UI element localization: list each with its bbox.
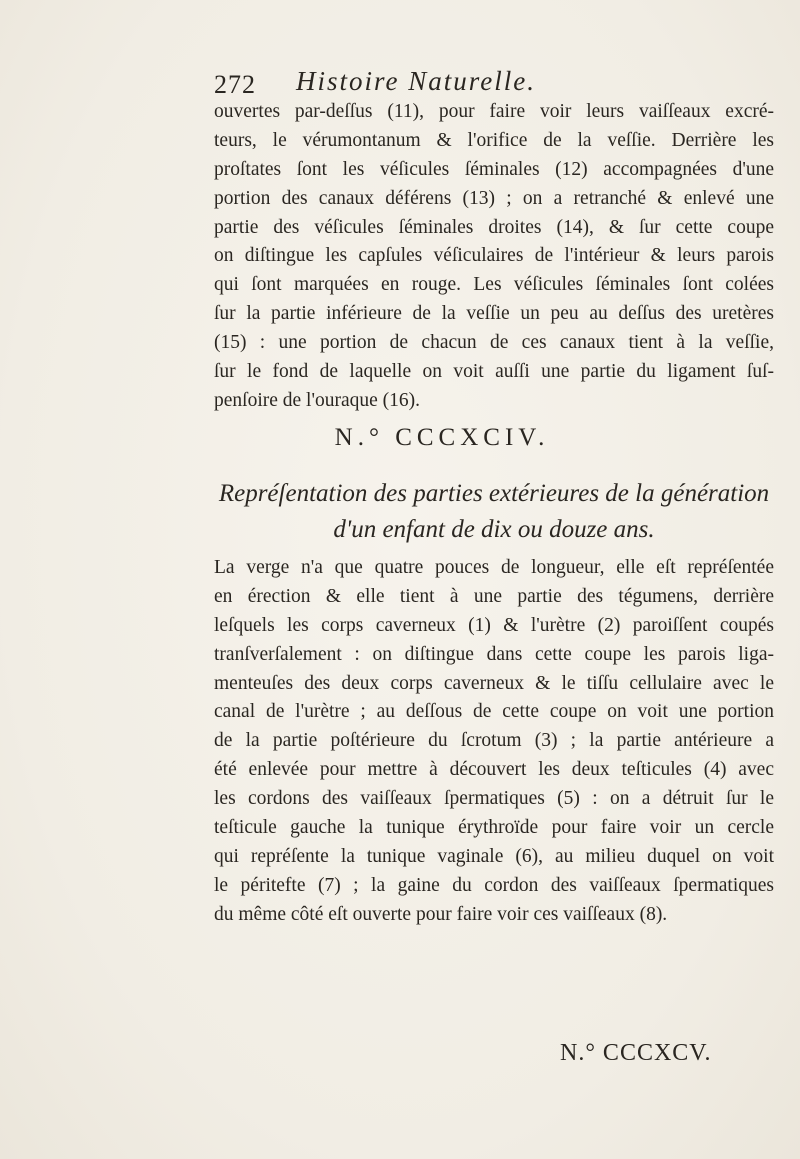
page-header	[214, 66, 634, 102]
page-number: 272	[214, 70, 256, 99]
text-line: ſur la partie inférieure de la veſſie un peu au deſſus des uretères	[214, 303, 774, 325]
text-line: menteuſes des deux corps caverneux & le tiſſu cellulaire avec le	[214, 672, 774, 694]
text-line: qui ſont marquées en rouge. Les véſicules ſéminales ſont colées	[214, 274, 774, 296]
section-heading-line-2: d'un enfant de dix ou douze ans.	[333, 516, 655, 543]
text-line: ouvertes par-deſſus (11), pour faire voir leurs vaiſſeaux excré-	[214, 101, 774, 122]
text-line: partie des véſicules ſéminales droites (14), & ſur cette coupe	[214, 216, 774, 238]
text-line: du même côté eſt ouverte pour faire voir ces vaiſſeaux (8).	[214, 903, 668, 925]
text-line: ſur le fond de laquelle on voit auſſi une partie du ligament ſuſ-	[214, 361, 774, 383]
text-line: on diſtingue les capſules véſiculaires de l'intérieur & leurs parois	[214, 245, 774, 267]
text-line: penſoire de l'ouraque (16).	[214, 389, 421, 411]
text-line: leſquels les corps caverneux (1) & l'urètre (2) paroiſſent coupés	[214, 614, 774, 636]
text-line: portion des canaux déférens (13) ; on a retranché & enlevé une	[214, 187, 774, 209]
running-title: Histoire Naturelle.	[296, 66, 536, 96]
text-line: tranſverſalement : on diſtingue dans cette coupe les parois liga-	[214, 643, 774, 665]
text-line: été enlevée pour mettre à découvert les deux teſticules (4) avec	[214, 759, 774, 781]
catchword-plate-number: N.° CCCXCV.	[560, 1040, 712, 1066]
text-line: canal de l'urètre ; au deſſous de cette coupe on voit une portion	[214, 701, 774, 723]
text-line: en érection & elle tient à une partie des tégumens, derrière	[214, 585, 774, 607]
plate-number-heading: N.° CCCXCIV.	[334, 424, 550, 451]
paragraph-1	[214, 98, 774, 416]
text-line: les cordons des vaiſſeaux ſpermatiques (5) : on a détruit ſur le	[214, 788, 774, 810]
text-line: teurs, le vérumontanum & l'orifice de la veſſie. Derrière les	[214, 129, 774, 151]
text-line: proſtates ſont les véſicules ſéminales (12) accompagnées d'une	[214, 158, 774, 180]
text-line: le péritefte (7) ; la gaine du cordon des vaiſſeaux ſpermatiques	[214, 874, 774, 896]
text-line: teſticule gauche la tunique érythroïde pour faire voir un cercle	[214, 817, 774, 839]
text-line: de la partie poſtérieure du ſcrotum (3) ; la partie antérieure a	[214, 730, 774, 752]
paragraph-2	[214, 554, 774, 930]
text-line: qui repréſente la tunique vaginale (6), au milieu duquel on voit	[214, 845, 774, 867]
section-heading-line-1: Repréſentation des parties extérieures de la génération	[218, 480, 770, 507]
text-line: (15) : une portion de chacun de ces canaux tient à la veſſie,	[214, 332, 774, 354]
text-line: La verge n'a que quatre pouces de longueur, elle eſt repréſentée	[214, 557, 774, 578]
